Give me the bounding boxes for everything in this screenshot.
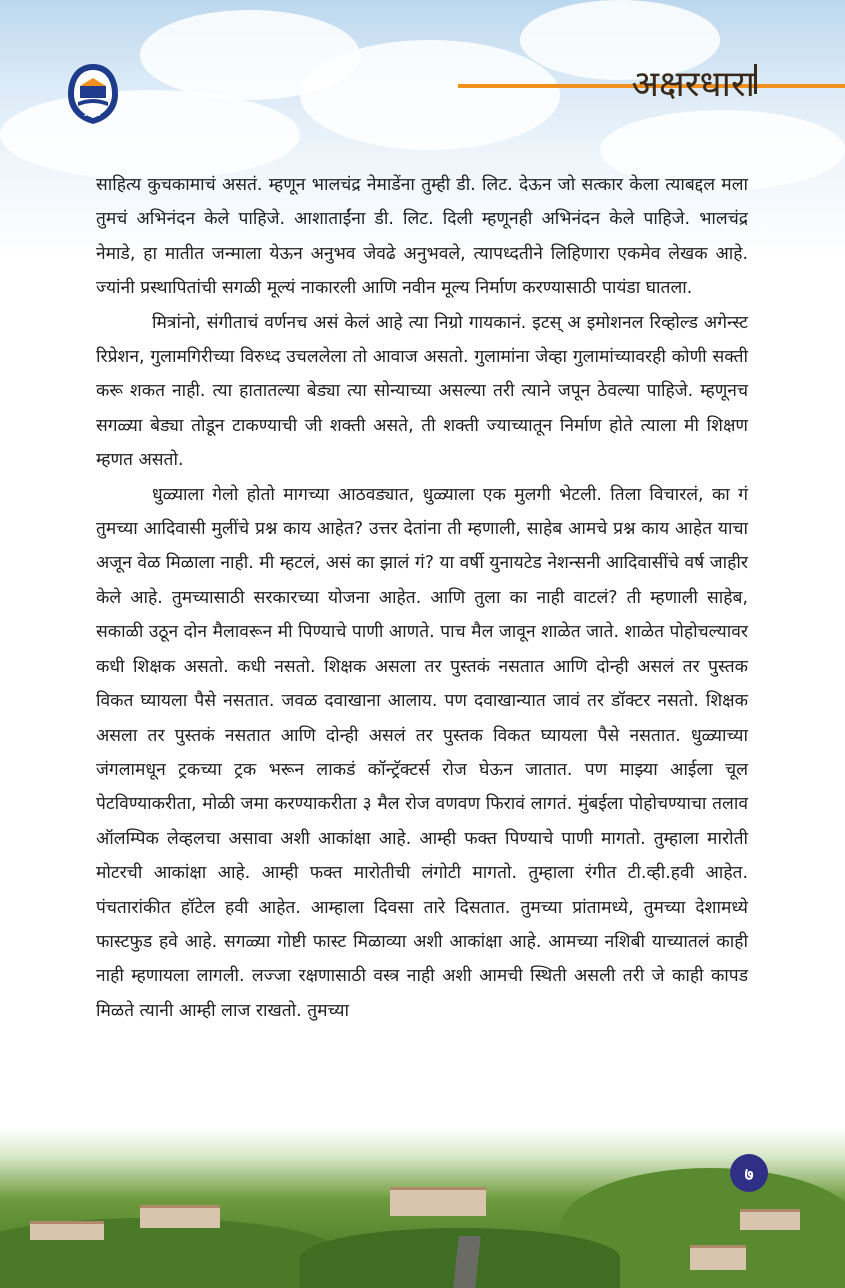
landscape-footer xyxy=(0,1128,845,1288)
campus-building xyxy=(390,1187,486,1216)
campus-building xyxy=(740,1209,800,1230)
paragraph: मित्रांनो, संगीताचं वर्णनच असं केलं आहे त्या निग्रो गायकानं. इटस् अ इमोशनल रिव्होल्ड अगेन्स्ट रिप्रेशन, गुलामगिरीच्या विरुध्द उचललेला तो आवाज असतो. गुलामांना जेव्हा गुलामांच्यावरही कोणी सक्ती करू शकत नाही. त्या हातातल्या बेड्या त्या सोन्याच्या असल्या तरी त्याने जपून ठेवल्या पाहिजे. म्हणूनच सगळ्या बेड्या तोडून टाकण्याची जी शक्ती असते, ती शक्ती ज्याच्यातून निर्माण होते त्याला मी शिक्षण म्हणत असतो. xyxy=(96,312,748,471)
campus-building xyxy=(30,1221,104,1240)
cloud-shape xyxy=(300,40,560,150)
paragraph: साहित्य कुचकामाचं असतं. म्हणून भालचंद्र नेमाडेंना तुम्ही डी. लिट. देऊन जो सत्कार केला त्याबद्दल मला तुमचं अभिनंदन केले पाहिजे. आशाताईंना डी. लिट. दिली म्हणूनही अभिनंदन केले पाहिजे. भालचंद्र नेमाडे, हा मातीत जन्माला येऊन अनुभव जेवढे अनुभवले, त्यापध्दतीने लिहिणारा एकमेव लेखक आहे. ज्यांनी प्रस्थापितांची सगळी मूल्यं नाकारली आणि नवीन मूल्य निर्माण करण्यासाठी पायंडा घातला. xyxy=(96,175,748,299)
logo-year: 1990 xyxy=(83,110,101,118)
campus-building xyxy=(690,1245,746,1270)
paragraph: धुळ्याला गेलो होतो मागच्या आठवड्यात, धुळ्याला एक मुलगी भेटली. तिला विचारलं, का गं तुमच्या आदिवासी मुलींचे प्रश्न काय आहेत? उत्तर देतांना ती म्हणाली, साहेब आमचे प्रश्न काय आहेत याचा अजून वेळ मिळाला नाही. मी म्हटलं, असं का झालं गं? या वर्षी युनायटेड नेशन्सनी आदिवासींचे वर्ष जाहीर केले आहे. तुमच्यासाठी सरकारच्या योजना आहेत. आणि तुला का नाही वाटलं? ती म्हणाली साहेब, सकाळी उठून दोन मैलावरून मी पिण्याचे पाणी आणते. पाच मैल जावून शाळेत जाते. शाळेत पोहोचल्यावर कधी शिक्षक असतो. कधी नसतो. शिक्षक असला तर पुस्तकं नसतात आणि दोन्ही असलं तर पुस्तक विकत घ्यायला पैसे नसतात. जवळ दवाखाना आलाय. पण दवाखान्यात जावं तर डॉक्टर नसतो. शिक्षक असला तर पुस्तकं नसतात आणि दोन्ही असलं तर पुस्तक विकत घ्यायला पैसे नसतात. धुळ्याच्या जंगलामधून ट्रकच्या ट्रक भरून लाकडं कॉन्ट्रॅक्टर्स रोज घेऊन जातात. पण माझ्या आईला चूल पेटविण्याकरीता, मोळी जमा करण्याकरीता ३ मैल रोज वणवण फिरावं लागतं. मुंबईला पोहोचण्याचा तलाव ऑलम्पिक लेव्हलचा असावा अशी आकांक्षा आहे. आम्ही फक्त पिण्याचे पाणी मागतो. तुम्हाला मारोती मोटरची आकांक्षा आहे. आम्ही फक्त मारोतीची लंगोटी मागतो. तुम्हाला रंगीत टी.व्ही.हवी आहेत. पंचतारांकीत हॉटेल हवी आहेत. आम्हाला दिवसा तारे दिसतात. तुमच्या प्रांतामध्ये, तुमच्या देशामध्ये फास्टफुड हवे आहे. सगळ्या गोष्टी फास्ट मिळाव्या अशी आकांक्षा आहे. आमच्या नशिबी याच्यातलं काही नाही म्हणायला लागली. लज्जा रक्षणासाठी वस्त्र नाही अशी आमची स्थिती असली तरी जे काही कापड मिळते त्यानी आम्ही लाज राखतो. तुमच्या xyxy=(96,484,748,1021)
campus-building xyxy=(140,1205,220,1228)
university-seal-icon xyxy=(64,62,122,126)
cloud-shape xyxy=(0,90,300,180)
article-body xyxy=(96,168,748,1028)
page-number-badge: ७ xyxy=(730,1154,768,1192)
masthead-title: अक्षरधारा xyxy=(631,64,755,105)
